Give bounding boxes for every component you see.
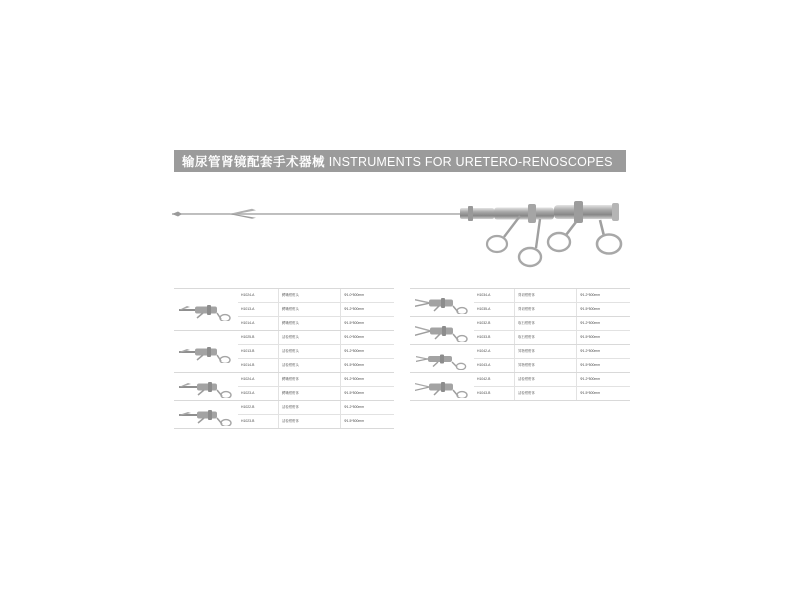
catalog-column-left: [174, 288, 394, 434]
cell-desc: 取石钳钳体: [514, 317, 576, 330]
cell-desc: 鳄嘴钳钳体: [278, 373, 340, 386]
cell-spec: Φ1.2*500mm: [340, 303, 394, 316]
catalog-column-right: [410, 288, 630, 434]
table-row: [238, 316, 394, 330]
cell-spec: Φ1.2*500mm: [340, 401, 394, 414]
table-row: [238, 414, 394, 428]
product-image: [174, 373, 238, 400]
forceps-icon: [413, 376, 471, 398]
shaft: [172, 213, 462, 215]
page-title-english: INSTRUMENTS FOR URETERO-RENOSCOPES: [328, 155, 613, 169]
cell-code: H1034-A: [477, 293, 491, 297]
forceps-icon: [413, 320, 471, 342]
cell-code: H1033-B: [477, 335, 491, 339]
table-row: [474, 345, 630, 358]
cell-spec: Φ1.5*500mm: [576, 359, 630, 372]
cell-desc: 异物钳钳体: [514, 359, 576, 372]
jaw-tip: [172, 212, 182, 217]
cell-code: H1022-B: [241, 405, 255, 409]
handle-arm-rear: [536, 219, 540, 248]
cell-code: H1023-A: [241, 391, 255, 395]
cell-desc: 活检钳钳头: [278, 359, 340, 372]
product-image: [174, 331, 238, 372]
section-banner: [174, 150, 626, 172]
product-group: [410, 373, 630, 401]
cell-code: H1035-A: [477, 307, 491, 311]
table-row: [474, 358, 630, 372]
finger-ring-rear: [519, 248, 541, 266]
product-rows: [474, 289, 630, 316]
cell-code: H1025-B: [241, 335, 255, 339]
table-row: [474, 373, 630, 386]
cell-code: H1014-B: [241, 363, 255, 367]
product-group: [410, 345, 630, 373]
product-group: [174, 373, 394, 401]
finger-ring-front-2: [548, 233, 570, 251]
connector-body: [460, 208, 494, 219]
product-image: [410, 345, 474, 372]
forceps-icon: [177, 341, 235, 363]
cell-code: H1024-A: [241, 293, 255, 297]
cell-code: H1043-B: [477, 391, 491, 395]
cell-code: H1024-A: [241, 377, 255, 381]
cell-spec: Φ1.2*500mm: [576, 373, 630, 386]
cell-spec: Φ1.2*500mm: [340, 345, 394, 358]
product-group: [174, 401, 394, 429]
product-rows: [238, 331, 394, 372]
cell-desc: 取石钳钳体: [514, 331, 576, 344]
table-row: [238, 358, 394, 372]
cell-desc: 鳄嘴钳钳体: [278, 387, 340, 400]
product-rows: [238, 401, 394, 428]
handle-end-cap: [612, 203, 619, 221]
handle-arm-front-2: [566, 222, 576, 235]
product-group: [174, 331, 394, 373]
forceps-icon: [413, 292, 471, 314]
cell-spec: Φ1.0*500mm: [340, 289, 394, 302]
forceps-icon: [177, 376, 235, 398]
table-row: [474, 302, 630, 316]
page-title-chinese: 输尿管肾镜配套手术器械: [182, 155, 326, 169]
cell-desc: 鳄嘴钳钳头: [278, 289, 340, 302]
cell-desc: 活检钳钳头: [278, 331, 340, 344]
table-row: [474, 289, 630, 302]
finger-ring-front: [597, 235, 621, 254]
cell-spec: Φ1.2*500mm: [576, 345, 630, 358]
cell-code: H1043-A: [477, 363, 491, 367]
product-image: [174, 289, 238, 330]
table-row: [238, 289, 394, 302]
cell-code: H1014-A: [241, 321, 255, 325]
product-rows: [238, 289, 394, 330]
product-rows: [474, 345, 630, 372]
cell-spec: Φ1.5*500mm: [340, 317, 394, 330]
cell-code: H1013-A: [241, 307, 255, 311]
handle-barrel-rear: [494, 208, 554, 220]
product-rows: [474, 373, 630, 400]
cell-desc: 剪切钳钳体: [514, 303, 576, 316]
cell-desc: 鳄嘴钳钳头: [278, 317, 340, 330]
hero-instrument-illustration: [168, 180, 638, 280]
forceps-icon: [177, 299, 235, 321]
product-image: [174, 401, 238, 428]
cell-spec: Φ1.2*500mm: [340, 373, 394, 386]
cell-desc: 活检钳钳体: [278, 401, 340, 414]
hero-svg: [168, 180, 638, 280]
cell-spec: Φ1.2*500mm: [576, 289, 630, 302]
product-group: [174, 288, 394, 331]
product-image: [410, 289, 474, 316]
forceps-icon: [413, 348, 471, 370]
cell-spec: Φ1.5*500mm: [340, 415, 394, 428]
cell-desc: 剪切钳钳体: [514, 289, 576, 302]
cell-code: H1042-A: [477, 349, 491, 353]
cell-spec: Φ1.5*500mm: [340, 359, 394, 372]
cell-desc: 活检钳钳头: [278, 345, 340, 358]
cell-code: H1042-B: [477, 377, 491, 381]
cell-desc: 活检钳钳体: [514, 387, 576, 400]
cell-spec: Φ1.5*500mm: [340, 387, 394, 400]
table-row: [238, 302, 394, 316]
cell-desc: 活检钳钳体: [514, 373, 576, 386]
cell-spec: Φ1.5*500mm: [576, 303, 630, 316]
cell-code: H1023-B: [241, 419, 255, 423]
table-row: [238, 344, 394, 358]
table-row: [238, 386, 394, 400]
cell-spec: Φ1.2*500mm: [576, 317, 630, 330]
page-title: [182, 152, 613, 170]
cell-desc: 活检钳钳体: [278, 415, 340, 428]
table-row: [238, 401, 394, 414]
product-rows: [238, 373, 394, 400]
finger-ring-rear-2: [487, 236, 507, 252]
product-image: [410, 373, 474, 400]
cell-desc: 异物钳钳体: [514, 345, 576, 358]
table-row: [474, 330, 630, 344]
table-row: [238, 331, 394, 344]
table-row: [238, 373, 394, 386]
product-rows: [474, 317, 630, 344]
forceps-icon: [177, 404, 235, 426]
product-group: [410, 288, 630, 317]
handle-collar-rear: [528, 204, 536, 223]
catalog-tables: [174, 288, 630, 434]
table-row: [474, 317, 630, 330]
cell-spec: Φ1.0*500mm: [340, 331, 394, 344]
cell-code: H1013-B: [241, 349, 255, 353]
cell-spec: Φ1.5*500mm: [576, 387, 630, 400]
connector-ring: [468, 206, 473, 221]
cell-spec: Φ1.5*500mm: [576, 331, 630, 344]
product-group: [410, 317, 630, 345]
handle-arm-front: [600, 220, 604, 236]
cell-desc: 鳄嘴钳钳头: [278, 303, 340, 316]
handle-collar-front: [574, 201, 583, 223]
table-row: [474, 386, 630, 400]
handle-assembly-front: [548, 201, 621, 254]
product-image: [410, 317, 474, 344]
handle-barrel-front: [554, 205, 616, 219]
cell-code: H1032-B: [477, 321, 491, 325]
handle-assembly-rear: [487, 204, 554, 266]
